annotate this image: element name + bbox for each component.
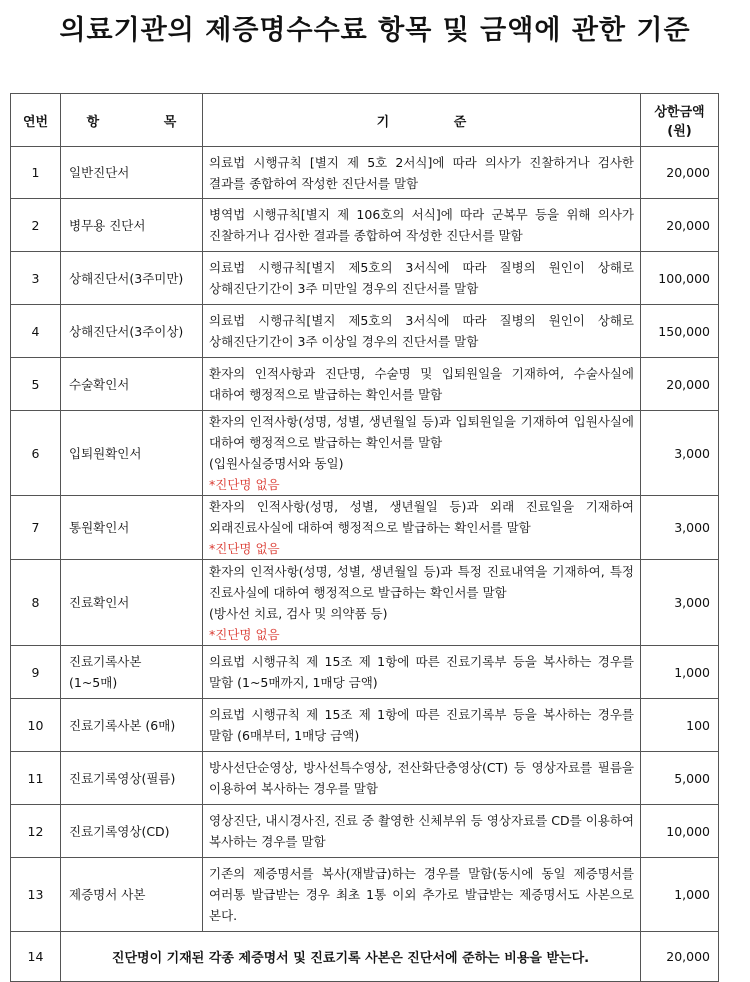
row-item-label: 진료기록영상(필름) bbox=[69, 770, 176, 786]
row-item-label: 상해진단서(3주이상) bbox=[69, 323, 184, 339]
criteria-text: 의료법 시행규칙[별지 제5호의 3서식에 따라 질병의 원인이 상해로 상해진단기간이 3주 이상일 경우의 진단서를 말함 bbox=[209, 313, 634, 349]
row-item-label: 제증명서 사본 bbox=[69, 887, 146, 902]
row-number: 3 bbox=[11, 252, 61, 305]
row-amount: 10,000 bbox=[641, 805, 719, 858]
table-row bbox=[11, 496, 719, 560]
row-amount: 100,000 bbox=[641, 252, 719, 305]
row-item-extra: (1~5매) bbox=[69, 675, 118, 690]
criteria-extra: (방사선 치료, 검사 및 의약품 등) bbox=[209, 605, 388, 621]
row-amount: 20,000 bbox=[641, 358, 719, 411]
row-criteria bbox=[203, 305, 641, 358]
row-criteria bbox=[203, 699, 641, 752]
criteria-text: 환자의 인적사항(성명, 성별, 생년월일 등)과 입퇴원일을 기재하여 입원사실에 대하여 행정적으로 발급하는 확인서를 말함 bbox=[209, 414, 634, 450]
row-criteria bbox=[203, 147, 641, 199]
row-amount: 5,000 bbox=[641, 752, 719, 805]
row-criteria bbox=[203, 805, 641, 858]
table-header-row bbox=[11, 94, 719, 147]
row-item-label: 병무용 진단서 bbox=[69, 217, 146, 233]
criteria-text: 의료법 시행규칙[별지 제5호의 3서식에 따라 질병의 원인이 상해로 상해진단기간이 3주 미만일 경우의 진단서를 말함 bbox=[209, 260, 634, 296]
row-item bbox=[61, 496, 203, 560]
row-number: 2 bbox=[11, 199, 61, 252]
criteria-text: 환자의 인적사항과 진단명, 수술명 및 입퇴원일을 기재하여, 수술사실에 대하여 행정적으로 발급하는 확인서를 말함 bbox=[209, 366, 634, 402]
row-amount: 20,000 bbox=[641, 147, 719, 199]
row-item bbox=[61, 858, 203, 932]
row-number: 12 bbox=[11, 805, 61, 858]
row-item bbox=[61, 147, 203, 199]
row-item bbox=[61, 752, 203, 805]
row-amount: 20,000 bbox=[641, 932, 719, 982]
row-number: 6 bbox=[11, 411, 61, 496]
summary-text: 진단명이 기재된 각종 제증명서 및 진료기록 사본은 진단서에 준하는 비용을 받는다. bbox=[61, 932, 641, 982]
table-row bbox=[11, 805, 719, 858]
criteria-text: 영상진단, 내시경사진, 진료 중 촬영한 신체부위 등 영상자료를 CD를 이용하여 복사하는 경우를 말함 bbox=[209, 813, 634, 849]
row-amount: 3,000 bbox=[641, 496, 719, 560]
table-row bbox=[11, 411, 719, 496]
row-item-label: 상해진단서(3주미만) bbox=[69, 270, 184, 286]
no-diagnosis-note: *진단명 없음 bbox=[209, 541, 280, 556]
table-row bbox=[11, 858, 719, 932]
criteria-extra: (입원사실증명서와 동일) bbox=[209, 456, 344, 471]
row-item-label: 진료기록영상(CD) bbox=[69, 823, 170, 839]
no-diagnosis-note: *진단명 없음 bbox=[209, 477, 280, 492]
row-amount: 150,000 bbox=[641, 305, 719, 358]
row-number: 7 bbox=[11, 496, 61, 560]
row-item-label: 진료확인서 bbox=[69, 595, 130, 610]
row-item bbox=[61, 305, 203, 358]
no-diagnosis-note: *진단명 없음 bbox=[209, 626, 280, 642]
row-criteria bbox=[203, 411, 641, 496]
row-item bbox=[61, 199, 203, 252]
row-item-label: 입퇴원확인서 bbox=[69, 445, 142, 461]
criteria-text: 병역법 시행규칙[별지 제 106호의 서식]에 따라 군복무 등을 위해 의사가 진찰하거나 검사한 결과를 종합하여 작성한 진단서를 말함 bbox=[209, 207, 634, 243]
row-number: 5 bbox=[11, 358, 61, 411]
row-number: 11 bbox=[11, 752, 61, 805]
table-row bbox=[11, 147, 719, 199]
criteria-text: 기존의 제증명서를 복사(재발급)하는 경우를 말함(동시에 동일 제증명서를 여러통 발급받는 경우 최초 1통 이외 추가로 발급받는 제증명서도 사본으로 본다. bbox=[209, 866, 634, 923]
row-criteria bbox=[203, 252, 641, 305]
row-number: 1 bbox=[11, 147, 61, 199]
criteria-text: 환자의 인적사항(성명, 성별, 생년월일 등)과 외래 진료일을 기재하여 외래진료사실에 대하여 행정적으로 발급하는 확인서를 말함 bbox=[209, 499, 634, 535]
row-item-label: 일반진단서 bbox=[69, 165, 130, 180]
criteria-text: 의료법 시행규칙 제 15조 제 1항에 따른 진료기록부 등을 복사하는 경우를 말함 (1~5매까지, 1매당 금액) bbox=[209, 654, 634, 690]
row-criteria bbox=[203, 752, 641, 805]
table-row bbox=[11, 305, 719, 358]
row-item-label: 진료기록사본 bbox=[69, 654, 142, 669]
row-amount: 3,000 bbox=[641, 560, 719, 646]
criteria-text: 방사선단순영상, 방사선특수영상, 전산화단층영상(CT) 등 영상자료를 필름을 이용하여 복사하는 경우를 말함 bbox=[209, 760, 634, 796]
row-number: 9 bbox=[11, 646, 61, 699]
row-item bbox=[61, 805, 203, 858]
row-number: 10 bbox=[11, 699, 61, 752]
row-item-label: 통원확인서 bbox=[69, 520, 130, 535]
row-number: 13 bbox=[11, 858, 61, 932]
row-criteria bbox=[203, 358, 641, 411]
table-row bbox=[11, 358, 719, 411]
row-number: 14 bbox=[11, 932, 61, 982]
row-item bbox=[61, 252, 203, 305]
column-header-item: 항 목 bbox=[61, 94, 203, 147]
table-row bbox=[11, 646, 719, 699]
table-row bbox=[11, 699, 719, 752]
row-criteria bbox=[203, 496, 641, 560]
table-row bbox=[11, 752, 719, 805]
summary-row bbox=[11, 932, 719, 982]
row-item bbox=[61, 358, 203, 411]
row-criteria bbox=[203, 646, 641, 699]
row-item bbox=[61, 699, 203, 752]
row-item bbox=[61, 560, 203, 646]
criteria-text: 의료법 시행규칙 [별지 제 5호 2서식]에 따라 의사가 진찰하거나 검사한 결과를 종합하여 작성한 진단서를 말함 bbox=[209, 154, 634, 191]
page-title: 의료기관의 제증명수수료 항목 및 금액에 관한 기준 bbox=[59, 15, 691, 46]
row-item-label: 수술확인서 bbox=[69, 376, 130, 392]
criteria-text: 의료법 시행규칙 제 15조 제 1항에 따른 진료기록부 등을 복사하는 경우를 말함 (6매부터, 1매당 금액) bbox=[209, 707, 634, 743]
row-item-label: 진료기록사본 (6매) bbox=[69, 717, 176, 733]
column-header-amount: 상한금액 (원) bbox=[641, 94, 719, 147]
row-amount: 1,000 bbox=[641, 646, 719, 699]
row-criteria bbox=[203, 560, 641, 646]
row-amount: 20,000 bbox=[641, 199, 719, 252]
column-header-criteria: 기 준 bbox=[203, 94, 641, 147]
row-criteria bbox=[203, 858, 641, 932]
table-row bbox=[11, 252, 719, 305]
table-row bbox=[11, 199, 719, 252]
row-amount: 1,000 bbox=[641, 858, 719, 932]
row-number: 4 bbox=[11, 305, 61, 358]
row-criteria bbox=[203, 199, 641, 252]
row-item bbox=[61, 411, 203, 496]
criteria-text: 환자의 인적사항(성명, 성별, 생년월일 등)과 특정 진료내역을 기재하여, 특정 진료사실에 대하여 행정적으로 발급하는 확인서를 말함 bbox=[209, 563, 634, 600]
row-amount: 100 bbox=[641, 699, 719, 752]
row-amount: 3,000 bbox=[641, 411, 719, 496]
row-item bbox=[61, 646, 203, 699]
row-number: 8 bbox=[11, 560, 61, 646]
fee-standards-table bbox=[10, 93, 719, 982]
column-header-no: 연번 bbox=[11, 94, 61, 147]
table-row bbox=[11, 560, 719, 646]
